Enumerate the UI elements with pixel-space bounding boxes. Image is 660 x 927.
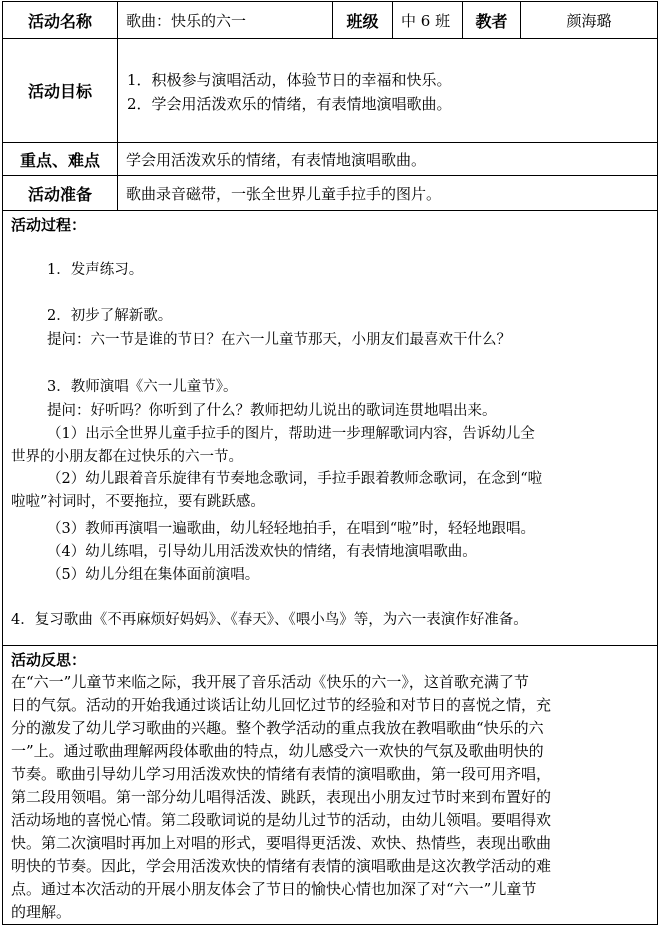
process-line: （3）教师再演唱一遍歌曲，幼儿轻轻地拍手，在唱到“啦”时，轻轻地跟唱。	[47, 521, 536, 537]
activity-name-value: 歌曲：快乐的六一	[126, 11, 247, 30]
row-divider	[3, 210, 657, 211]
process-line: 2．初步了解新歌。	[47, 308, 173, 324]
reflection-line: 一”上。通过歌曲理解两段体歌曲的特点，幼儿感受六一欢快的气氛及歌曲明快的	[11, 742, 544, 760]
reflection-line: 节奏。歌曲引导幼儿学习用活泼欢快的情绪有表情的演唱歌曲，第一段可用齐唱，	[11, 765, 552, 783]
reflection-text	[11, 671, 653, 924]
process-line: 世界的小朋友都在过快乐的六一节。	[11, 449, 243, 465]
process-line: 3．教师演唱《六一儿童节》。	[47, 379, 238, 395]
process-line: 提问：好听吗？你听到了什么？教师把幼儿说出的歌词连贯地唱出来。	[47, 403, 497, 419]
reflection-line: 点。通过本次活动的开展小朋友体会了节日的愉快心情也加深了对“六一”儿童节	[11, 880, 537, 898]
process-line: 4．复习歌曲《不再麻烦好妈妈》、《春天》、《喂小鸟》等，为六一表演作好准备。	[11, 612, 528, 628]
reflection-line: 在“六一”儿童节来临之际，我开展了音乐活动《快乐的六一》，这首歌充满了节	[11, 673, 529, 691]
reflection-line: 分的激发了幼儿学习歌曲的兴趣。整个教学活动的重点我放在教唱歌曲“快乐的六	[11, 719, 544, 737]
reflection-line: 快。第二次演唱时再加上对唱的形式，要唱得更活泼、欢快、热情些，表现出歌曲	[11, 834, 552, 852]
process-line: （4）幼儿练唱，引导幼儿用活泼欢快的情绪，有表情地演唱歌曲。	[47, 544, 477, 560]
activity-name-label: 活动名称	[27, 11, 92, 31]
lesson-plan-table	[2, 1, 658, 925]
focus-label: 重点、难点	[19, 150, 100, 170]
process-line: 提问：六一节是谁的节日？在六一儿童节那天，小朋友们最喜欢干什么？	[47, 332, 511, 348]
process-line: 啦啦”衬词时，不要拖拉，要有跳跃感。	[11, 494, 265, 510]
reflection-line: 第二段用领唱。第一部分幼儿唱得活泼、跳跃，表现出小朋友过节时来到布置好的	[11, 788, 552, 806]
row-divider	[3, 645, 657, 646]
teacher-name: 颜海璐	[566, 11, 612, 30]
goals-list	[127, 68, 452, 116]
goals-label: 活动目标	[27, 82, 92, 101]
preparation-label: 活动准备	[27, 184, 92, 204]
process-line: 1．发声练习。	[47, 262, 144, 278]
reflection-line: 的理解。	[11, 903, 72, 921]
reflection-line: 明快的节奏。因此，学会用活泼欢快的情绪有表情的演唱歌曲是这次教学活动的难	[11, 857, 552, 875]
reflection-title: 活动反思：	[11, 651, 87, 669]
goal-item: 1．积极参与演唱活动，体验节日的幸福和快乐。	[127, 71, 452, 89]
process-line: （2）幼儿跟着音乐旋律有节奏地念歌词，手拉手跟着教师念歌词，在念到“啦	[47, 471, 543, 487]
process-line: （5）幼儿分组在集体面前演唱。	[47, 567, 260, 583]
preparation-text: 歌曲录音磁带，一张全世界儿童手拉手的图片。	[126, 184, 442, 203]
focus-text: 学会用活泼欢乐的情绪，有表情地演唱歌曲。	[126, 150, 427, 169]
reflection-line: 日的气氛。活动的开始我通过谈话让幼儿回忆过节的经验和对节日的喜悦之情，充	[11, 696, 552, 714]
class-label: 班级	[346, 11, 379, 31]
goal-item: 2．学会用活泼欢乐的情绪，有表情地演唱歌曲。	[127, 95, 452, 113]
reflection-line: 活动场地的喜悦心情。第二段歌词说的是幼儿过节的活动，由幼儿领唱。要唱得欢	[11, 811, 552, 829]
process-title: 活动过程：	[11, 216, 87, 234]
process-line: （1）出示全世界儿童手拉手的图片，帮助进一步理解歌词内容，告诉幼儿全	[47, 426, 535, 442]
class-value: 中 6 班	[401, 11, 451, 30]
teacher-label: 教者	[475, 11, 508, 31]
